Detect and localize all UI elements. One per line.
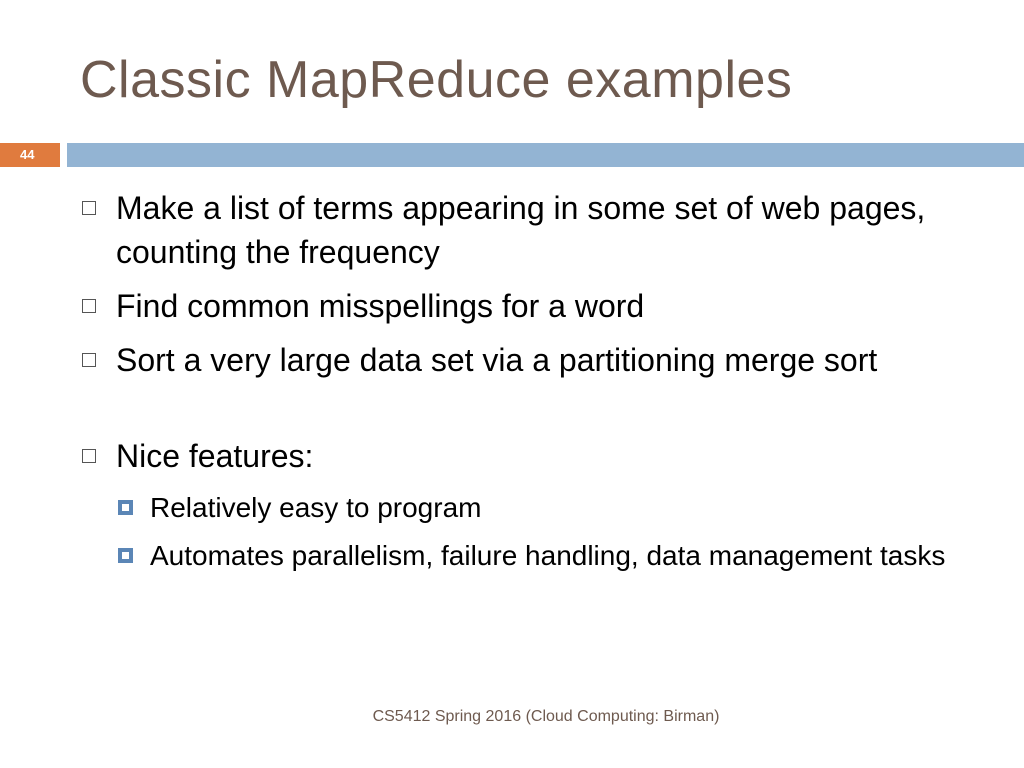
sub-bullet-text: Relatively easy to program <box>150 492 482 523</box>
features-sub-list <box>82 488 982 576</box>
slide-number: 44 <box>0 143 60 167</box>
sub-bullet-text: Automates parallelism, failure handling, data management tasks <box>150 540 946 571</box>
bullet-text: Make a list of terms appearing in some set of web pages, counting the frequency <box>116 190 926 270</box>
bullet-text: Sort a very large data set via a partitioning merge sort <box>116 342 878 378</box>
hollow-square-bullet-icon <box>82 201 96 215</box>
sub-bullet-item <box>118 488 982 528</box>
hollow-square-bullet-icon <box>82 353 96 367</box>
sub-bullet-item <box>118 536 982 576</box>
filled-square-bullet-icon <box>118 500 133 515</box>
header-divider-bar <box>67 143 1024 167</box>
bullet-item <box>82 284 982 328</box>
features-bullet <box>82 434 982 478</box>
features-label: Nice features: <box>116 438 314 474</box>
hollow-square-bullet-icon <box>82 449 96 463</box>
slide-footer: CS5412 Spring 2016 (Cloud Computing: Birman) <box>372 708 720 725</box>
bullet-list <box>82 186 982 584</box>
filled-square-bullet-icon <box>118 548 133 563</box>
bullet-item <box>82 338 982 382</box>
bullet-item <box>82 186 982 274</box>
slide-title: Classic MapReduce examples <box>80 51 793 109</box>
bullet-text: Find common misspellings for a word <box>116 288 645 324</box>
hollow-square-bullet-icon <box>82 299 96 313</box>
